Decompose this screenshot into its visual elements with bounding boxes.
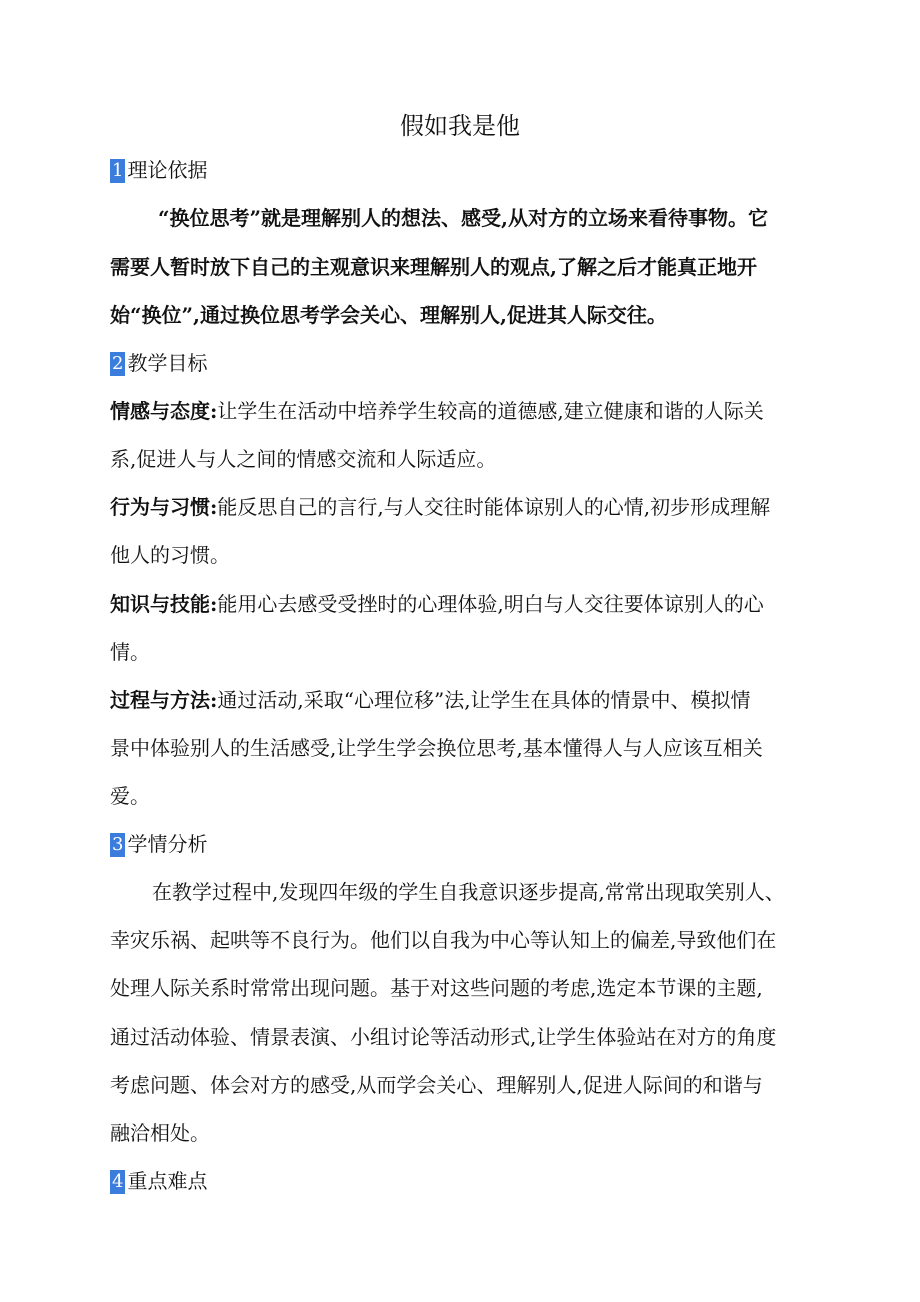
goal-line xyxy=(110,589,764,619)
analysis-line: 融洽相处。 xyxy=(110,1121,210,1145)
goal-line: 系,促进人与人之间的情感交流和人际适应。 xyxy=(110,447,497,471)
section-title: 教学目标 xyxy=(127,351,208,375)
goal-line: 景中体验别人的生活感受,让学生学会换位思考,基本懂得人与人应该互相关 xyxy=(110,736,763,760)
section-number: 3 xyxy=(112,834,124,855)
goal-line: 他人的习惯。 xyxy=(110,543,230,567)
analysis-line: 考虑问题、体会对方的感受,从而学会关心、理解别人,促进人际间的和谐与 xyxy=(110,1073,763,1097)
theory-line: 始“换位”,通过换位思考学会关心、理解别人,促进其人际交往。 xyxy=(110,303,667,327)
section-heading-3 xyxy=(110,829,207,859)
section-title: 理论依据 xyxy=(127,158,208,182)
goal-text: 能用心去感受受挫时的心理体验,明白与人交往要体谅别人的心 xyxy=(217,592,764,616)
analysis-line: 幸灾乐祸、起哄等不良行为。他们以自我为中心等认知上的偏差,导致他们在 xyxy=(110,928,777,952)
goal-label: 行为与习惯: xyxy=(110,495,218,519)
goal-line xyxy=(110,396,764,426)
goal-label: 情感与态度: xyxy=(110,399,218,423)
goal-line xyxy=(110,685,751,715)
section-number: 1 xyxy=(112,160,124,181)
section-title: 重点难点 xyxy=(127,1169,208,1193)
section-heading-2 xyxy=(110,348,207,378)
goal-line: 情。 xyxy=(110,640,150,664)
goal-text: 通过活动,采取“心理位移”法,让学生在具体的情景中、模拟情 xyxy=(217,688,751,712)
goal-text: 让学生在活动中培养学生较高的道德感,建立健康和谐的人际关 xyxy=(217,399,764,423)
analysis-line: 在教学过程中,发现四年级的学生自我意识逐步提高,常常出现取笑别人、 xyxy=(152,880,785,904)
theory-line: “换位思考”就是理解别人的想法、感受,从对方的立场来看待事物。它 xyxy=(158,206,768,230)
page-title: 假如我是他 xyxy=(400,112,520,140)
goal-text: 能反思自己的言行,与人交往时能体谅别人的心情,初步形成理解 xyxy=(217,495,771,519)
analysis-line: 处理人际关系时常常出现问题。基于对这些问题的考虑,选定本节课的主题, xyxy=(110,976,763,1000)
section-number: 2 xyxy=(112,353,124,374)
section-heading-1 xyxy=(110,155,207,185)
goal-label: 过程与方法: xyxy=(110,688,218,712)
goal-line: 爱。 xyxy=(110,784,150,808)
theory-line: 需要人暂时放下自己的主观意识来理解别人的观点,了解之后才能真正地开 xyxy=(110,255,757,279)
section-title: 学情分析 xyxy=(127,832,208,856)
goal-line xyxy=(110,492,770,522)
section-number: 4 xyxy=(112,1171,124,1192)
goal-label: 知识与技能: xyxy=(110,592,218,616)
analysis-line: 通过活动体验、情景表演、小组讨论等活动形式,让学生体验站在对方的角度 xyxy=(110,1025,777,1049)
section-heading-4 xyxy=(110,1166,207,1196)
